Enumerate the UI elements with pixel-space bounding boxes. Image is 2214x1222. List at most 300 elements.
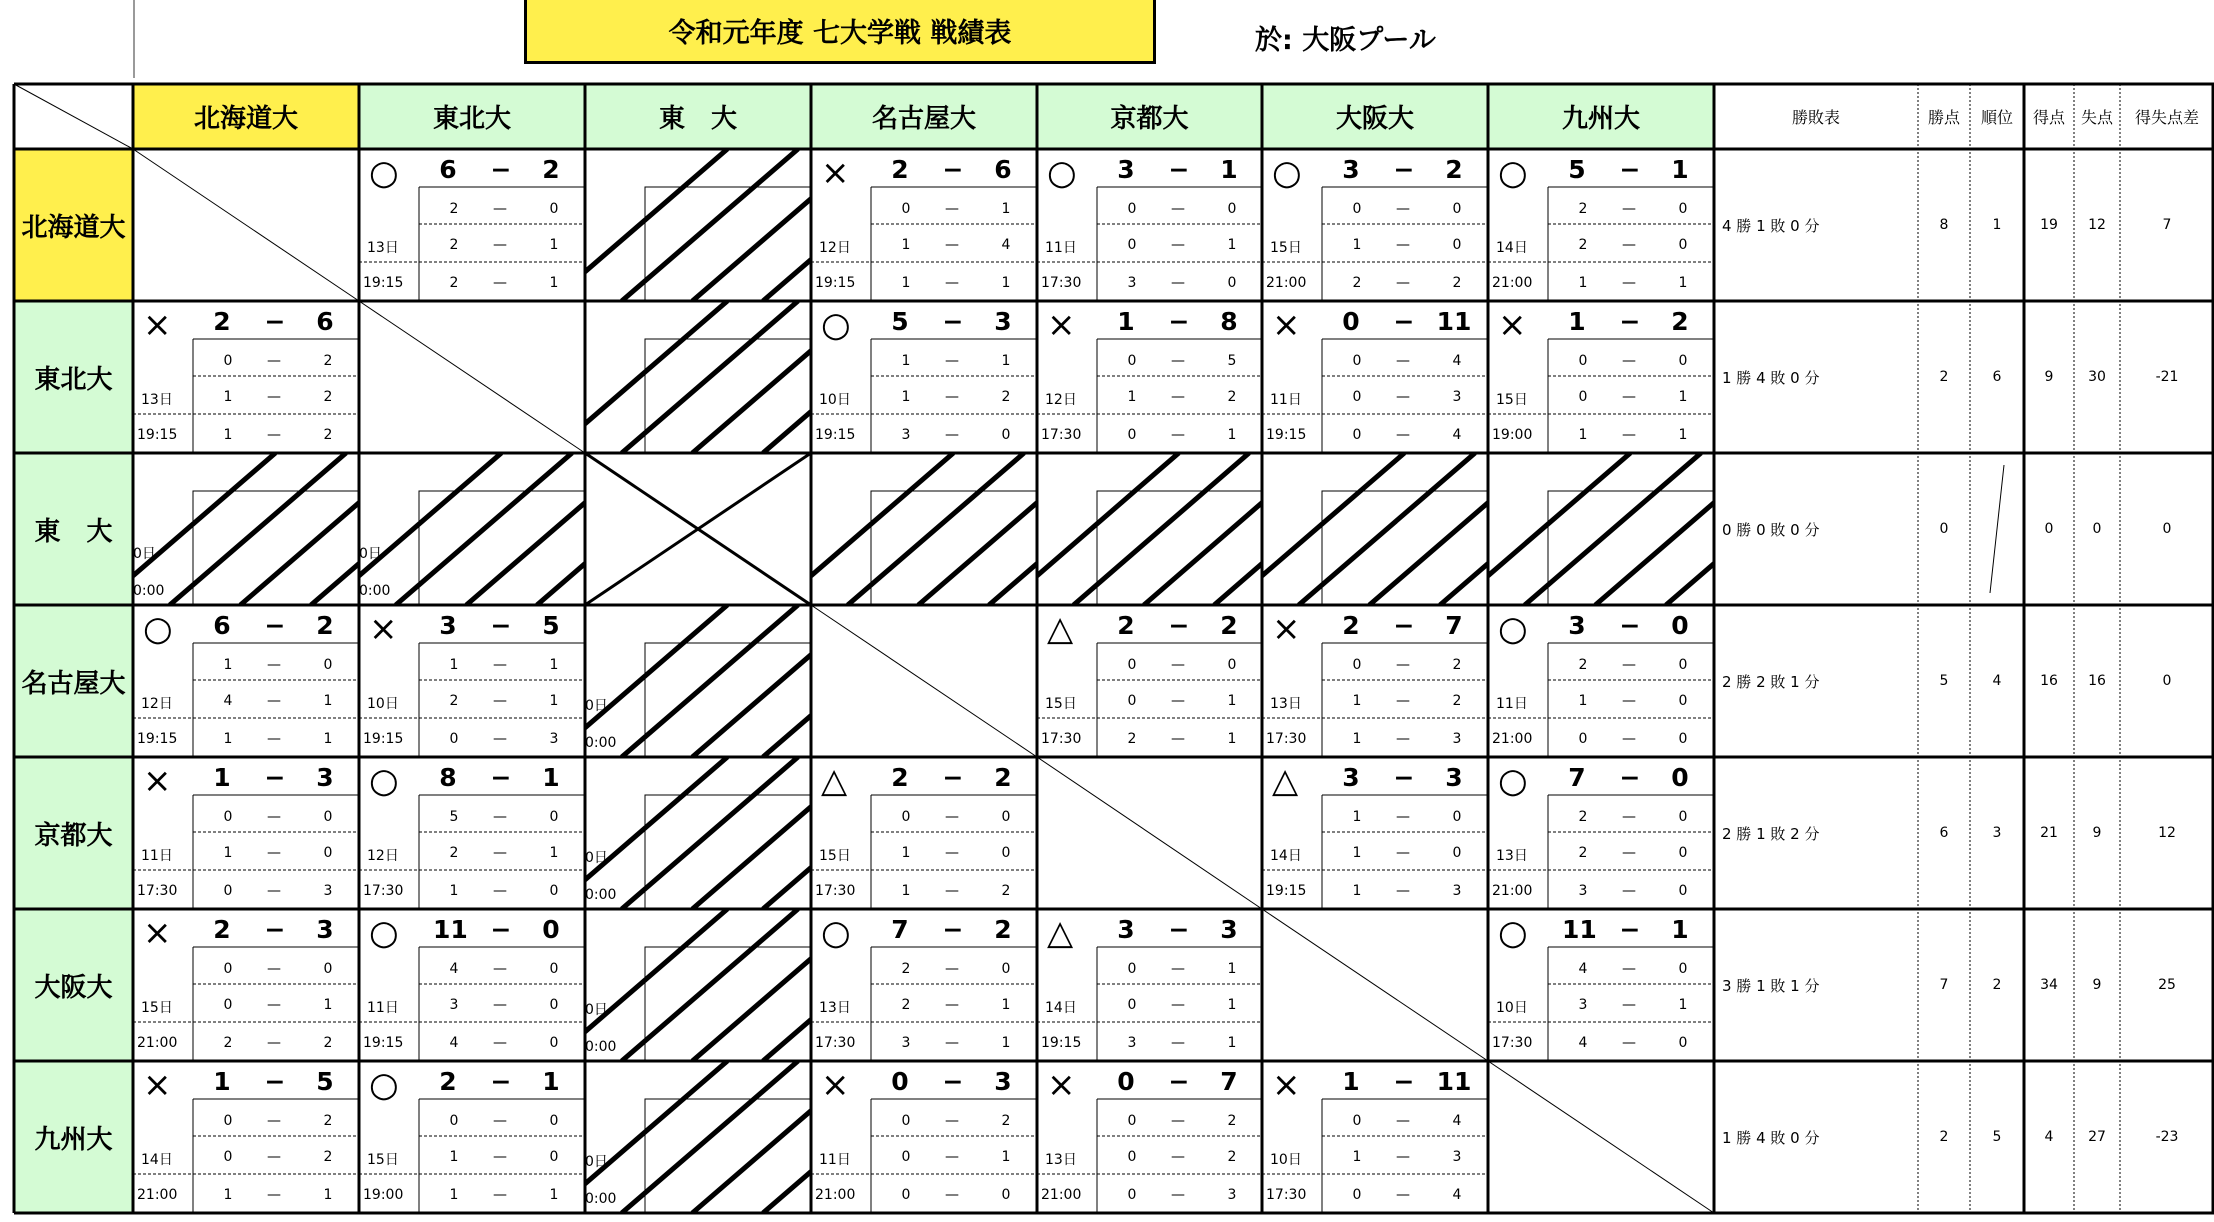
match-day: 12日 — [367, 848, 399, 864]
standing-gd: -21 — [2155, 369, 2179, 385]
match-cell — [811, 301, 1037, 453]
result-mark: ○ — [1272, 153, 1302, 193]
period-opp: 1 — [1678, 275, 1688, 291]
score-opp: 5 — [542, 611, 560, 640]
match-day: 12日 — [141, 696, 173, 712]
score-dash: − — [1168, 1067, 1190, 1096]
match-time: 19:15 — [815, 427, 856, 443]
period-own: 2 — [1127, 731, 1137, 747]
result-mark: × — [143, 761, 172, 801]
standing-rank — [1970, 453, 2024, 605]
period-opp: 1 — [1227, 427, 1237, 443]
match-day: 15日 — [141, 1000, 173, 1016]
result-mark: × — [1272, 609, 1301, 649]
score-opp: 5 — [316, 1067, 334, 1096]
period-own: 1 — [223, 731, 233, 747]
period-score — [1488, 807, 1714, 827]
stat-header-goals_for: 得点 — [2032, 108, 2065, 127]
score-dash: − — [264, 307, 286, 336]
period-own: 0 — [901, 201, 911, 217]
match-time: 17:30 — [1041, 427, 1082, 443]
period-opp: 1 — [323, 1187, 333, 1203]
team-row-header: 大阪大 — [34, 972, 113, 1003]
period-score — [133, 1111, 359, 1131]
standing-gd: 0 — [2162, 521, 2172, 537]
period-opp: 4 — [1452, 1187, 1462, 1203]
score-own: 11 — [433, 915, 468, 944]
score-own: 3 — [1568, 611, 1586, 640]
score-opp: 11 — [1436, 1067, 1472, 1096]
match-day: 15日 — [367, 1152, 399, 1168]
period-dash: — — [493, 845, 507, 861]
score-own: 0 — [891, 1067, 909, 1096]
stat-header-goal_diff: 得失点差 — [2134, 108, 2199, 127]
match-time: 19:15 — [1266, 883, 1307, 899]
period-score — [133, 655, 359, 675]
result-mark: ○ — [1498, 609, 1528, 649]
score-opp: 7 — [1445, 611, 1463, 640]
stat-header-rank: 順位 — [1980, 108, 2013, 127]
score-opp: 0 — [542, 915, 560, 944]
match-day: 13日 — [1270, 696, 1302, 712]
period-own: 0 — [901, 1113, 911, 1129]
match-time: 21:00 — [1266, 275, 1307, 291]
score-dash: − — [264, 763, 286, 792]
team-col-header: 東北大 — [432, 104, 511, 134]
period-dash: — — [945, 1113, 959, 1129]
score-opp: 1 — [1671, 915, 1689, 944]
score-own: 6 — [213, 611, 231, 640]
score-dash: − — [942, 915, 964, 944]
score-own: 2 — [439, 1067, 457, 1096]
period-dash: — — [267, 883, 281, 899]
period-dash: — — [1622, 657, 1636, 673]
score-own: 2 — [891, 763, 909, 792]
match-time: 0:00 — [585, 735, 617, 751]
period-dash: — — [945, 1149, 959, 1165]
period-own: 1 — [1578, 693, 1588, 709]
match-day: 13日 — [367, 240, 399, 256]
match-cell — [359, 1061, 585, 1213]
match-cell — [1037, 149, 1262, 301]
match-time: 0:00 — [359, 583, 391, 599]
period-opp: 1 — [1227, 1035, 1237, 1051]
period-own: 1 — [901, 845, 911, 861]
empty-diagonal — [1037, 757, 1262, 909]
period-own: 1 — [223, 427, 233, 443]
match-day: 0日 — [585, 1002, 608, 1018]
match-day: 0日 — [133, 546, 156, 562]
period-score — [359, 959, 585, 979]
period-dash: — — [267, 427, 281, 443]
score-opp: 2 — [316, 611, 334, 640]
period-own: 0 — [1352, 389, 1362, 405]
period-opp: 1 — [1001, 1149, 1011, 1165]
standing-gf: 34 — [2040, 977, 2058, 993]
period-dash: — — [1396, 275, 1410, 291]
score-dash: − — [942, 1067, 964, 1096]
score-own: 1 — [1342, 1067, 1360, 1096]
match-day: 13日 — [819, 1000, 851, 1016]
period-opp: 0 — [549, 883, 559, 899]
period-dash: — — [1171, 1149, 1185, 1165]
result-mark: × — [1047, 305, 1076, 345]
result-mark: ○ — [1498, 913, 1528, 953]
score-opp: 7 — [1220, 1067, 1238, 1096]
standing-gd: -23 — [2155, 1129, 2179, 1145]
period-dash: — — [267, 997, 281, 1013]
period-opp: 0 — [1678, 693, 1688, 709]
standing-ga: 9 — [2092, 825, 2102, 841]
match-day: 10日 — [1496, 1000, 1528, 1016]
period-own: 0 — [901, 1149, 911, 1165]
match-cell — [133, 1061, 359, 1213]
period-opp: 3 — [1452, 883, 1462, 899]
period-score — [1262, 655, 1488, 675]
period-dash: — — [1171, 353, 1185, 369]
result-mark: × — [821, 1065, 850, 1105]
score-dash: − — [1619, 763, 1641, 792]
result-mark: △ — [821, 761, 848, 801]
period-opp: 5 — [1227, 353, 1237, 369]
period-own: 0 — [1127, 997, 1137, 1013]
match-time: 21:00 — [815, 1187, 856, 1203]
period-opp: 0 — [1678, 845, 1688, 861]
match-cell — [359, 149, 585, 301]
period-own: 1 — [1352, 693, 1362, 709]
match-cell — [1488, 757, 1714, 909]
period-opp: 1 — [1227, 731, 1237, 747]
period-dash: — — [1396, 1149, 1410, 1165]
match-time: 0:00 — [585, 887, 617, 903]
period-score — [1488, 959, 1714, 979]
match-day: 0日 — [585, 850, 608, 866]
match-cell — [1262, 149, 1488, 301]
period-dash: — — [267, 845, 281, 861]
standing-record: 0 勝 0 敗 0 分 — [1722, 520, 1820, 539]
match-time: 17:30 — [1266, 1187, 1307, 1203]
match-time: 17:30 — [1041, 275, 1082, 291]
period-opp: 1 — [549, 845, 559, 861]
period-own: 2 — [449, 275, 459, 291]
score-dash: − — [1619, 155, 1641, 184]
period-dash: — — [1622, 389, 1636, 405]
score-own: 2 — [1117, 611, 1135, 640]
period-opp: 0 — [1227, 275, 1237, 291]
score-dash: − — [1393, 155, 1415, 184]
match-cell — [1488, 149, 1714, 301]
match-cell — [811, 149, 1037, 301]
period-score — [133, 807, 359, 827]
standing-record: 4 勝 1 敗 0 分 — [1722, 216, 1820, 235]
period-score — [811, 1111, 1037, 1131]
score-opp: 3 — [994, 307, 1012, 336]
period-opp: 1 — [1678, 427, 1688, 443]
score-own: 1 — [1117, 307, 1135, 336]
period-own: 0 — [223, 809, 233, 825]
period-dash: — — [945, 883, 959, 899]
period-dash: — — [267, 353, 281, 369]
period-own: 0 — [1578, 731, 1588, 747]
period-own: 3 — [901, 1035, 911, 1051]
match-time: 19:15 — [137, 731, 178, 747]
match-day: 13日 — [1045, 1152, 1077, 1168]
period-dash: — — [1171, 961, 1185, 977]
score-own: 1 — [1568, 307, 1586, 336]
period-opp: 2 — [1227, 1113, 1237, 1129]
period-dash: — — [267, 1113, 281, 1129]
period-opp: 0 — [1227, 657, 1237, 673]
match-time: 17:30 — [815, 883, 856, 899]
match-cell — [1262, 1061, 1488, 1213]
score-dash: − — [1168, 915, 1190, 944]
period-opp: 2 — [323, 427, 333, 443]
score-dash: − — [1619, 307, 1641, 336]
period-own: 2 — [1578, 201, 1588, 217]
match-time: 21:00 — [1492, 731, 1533, 747]
result-mark: × — [1272, 305, 1301, 345]
standing-gf: 21 — [2040, 825, 2058, 841]
period-own: 3 — [1578, 997, 1588, 1013]
match-day: 15日 — [1270, 240, 1302, 256]
match-day: 15日 — [819, 848, 851, 864]
stat-header-record: 勝敗表 — [1791, 108, 1840, 127]
match-time: 19:15 — [1266, 427, 1307, 443]
period-own: 0 — [1127, 961, 1137, 977]
match-time: 19:15 — [363, 275, 404, 291]
match-time: 17:30 — [363, 883, 404, 899]
period-dash: — — [945, 1035, 959, 1051]
standing-gf: 9 — [2044, 369, 2054, 385]
period-own: 4 — [449, 961, 459, 977]
score-opp: 1 — [542, 763, 560, 792]
period-own: 0 — [1578, 389, 1588, 405]
match-day: 0日 — [585, 1154, 608, 1170]
match-time: 21:00 — [1492, 883, 1533, 899]
team-col-header: 北海道大 — [193, 104, 298, 134]
standing-points: 8 — [1939, 217, 1949, 233]
period-own: 1 — [901, 883, 911, 899]
period-own: 0 — [1127, 1113, 1137, 1129]
result-mark: ○ — [369, 913, 399, 953]
period-dash: — — [1396, 1113, 1410, 1129]
period-opp: 1 — [1227, 237, 1237, 253]
period-opp: 0 — [1227, 201, 1237, 217]
match-cell — [811, 1061, 1037, 1213]
score-own: 5 — [891, 307, 909, 336]
period-own: 0 — [223, 353, 233, 369]
score-own: 6 — [439, 155, 457, 184]
score-opp: 6 — [994, 155, 1012, 184]
period-dash: — — [267, 1187, 281, 1203]
period-own: 3 — [1578, 883, 1588, 899]
match-cell — [1037, 605, 1262, 757]
score-dash: − — [490, 611, 512, 640]
result-mark: ○ — [821, 913, 851, 953]
period-dash: — — [1171, 657, 1185, 673]
score-own: 2 — [1342, 611, 1360, 640]
period-opp: 3 — [1452, 389, 1462, 405]
match-time: 17:30 — [1492, 1035, 1533, 1051]
period-dash: — — [493, 237, 507, 253]
match-day: 12日 — [819, 240, 851, 256]
period-opp: 1 — [323, 731, 333, 747]
period-own: 0 — [1127, 237, 1137, 253]
period-dash: — — [1622, 275, 1636, 291]
period-own: 3 — [901, 427, 911, 443]
period-own: 0 — [901, 809, 911, 825]
score-dash: − — [264, 915, 286, 944]
period-dash: — — [1171, 693, 1185, 709]
period-dash: — — [1171, 997, 1185, 1013]
period-opp: 1 — [1678, 997, 1688, 1013]
match-day: 15日 — [1045, 696, 1077, 712]
score-own: 2 — [891, 155, 909, 184]
standing-record: 2 勝 2 敗 1 分 — [1722, 672, 1820, 691]
score-opp: 3 — [316, 915, 334, 944]
period-opp: 1 — [1001, 201, 1011, 217]
match-day: 14日 — [1270, 848, 1302, 864]
stat-header-points: 勝点 — [1927, 108, 1960, 127]
score-own: 7 — [891, 915, 909, 944]
empty-diagonal — [1262, 909, 1488, 1061]
score-opp: 2 — [994, 763, 1012, 792]
standing-record: 3 勝 1 敗 1 分 — [1722, 976, 1820, 995]
period-dash: — — [493, 883, 507, 899]
score-opp: 8 — [1220, 307, 1238, 336]
score-own: 0 — [1117, 1067, 1135, 1096]
score-own: 7 — [1568, 763, 1586, 792]
match-cell — [1262, 757, 1488, 909]
period-dash: — — [493, 1149, 507, 1165]
result-mark: ○ — [369, 761, 399, 801]
period-dash: — — [493, 997, 507, 1013]
match-day: 10日 — [819, 392, 851, 408]
period-score — [359, 807, 585, 827]
score-own: 3 — [439, 611, 457, 640]
period-dash: — — [1396, 201, 1410, 217]
period-score — [811, 959, 1037, 979]
period-opp: 1 — [1001, 353, 1011, 369]
period-opp: 3 — [549, 731, 559, 747]
score-dash: − — [1168, 155, 1190, 184]
period-score — [1262, 807, 1488, 827]
score-dash: − — [490, 915, 512, 944]
empty-diagonal — [133, 149, 359, 301]
period-dash: — — [1622, 997, 1636, 1013]
period-dash: — — [1171, 1113, 1185, 1129]
hatch-pattern — [1003, 453, 1389, 605]
period-score — [1262, 1111, 1488, 1131]
period-own: 4 — [449, 1035, 459, 1051]
period-own: 0 — [223, 961, 233, 977]
period-own: 2 — [1578, 845, 1588, 861]
period-score — [1488, 351, 1714, 371]
period-own: 0 — [223, 997, 233, 1013]
period-own: 1 — [449, 657, 459, 673]
score-dash: − — [942, 763, 964, 792]
match-cell — [1262, 605, 1488, 757]
match-day: 0日 — [585, 698, 608, 714]
score-dash: − — [1393, 611, 1415, 640]
period-own: 2 — [901, 961, 911, 977]
match-time: 17:30 — [1266, 731, 1307, 747]
standing-gf: 4 — [2044, 1129, 2054, 1145]
team-row-header: 京都大 — [34, 820, 113, 851]
period-own: 1 — [1578, 275, 1588, 291]
period-opp: 1 — [549, 657, 559, 673]
period-opp: 2 — [323, 1113, 333, 1129]
standing-ga: 0 — [2092, 521, 2102, 537]
standing-gf: 16 — [2040, 673, 2058, 689]
standing-gf: 0 — [2044, 521, 2054, 537]
period-dash: — — [493, 657, 507, 673]
period-own: 5 — [449, 809, 459, 825]
period-opp: 3 — [1227, 1187, 1237, 1203]
period-own: 1 — [901, 353, 911, 369]
period-own: 1 — [223, 657, 233, 673]
match-time: 21:00 — [137, 1035, 178, 1051]
standing-gd: 12 — [2158, 825, 2176, 841]
result-mark: △ — [1047, 609, 1074, 649]
period-own: 4 — [1578, 1035, 1588, 1051]
period-dash: — — [1171, 1035, 1185, 1051]
period-own: 1 — [901, 389, 911, 405]
match-cell — [1488, 301, 1714, 453]
period-score — [811, 351, 1037, 371]
period-own: 3 — [449, 997, 459, 1013]
match-time: 19:15 — [1041, 1035, 1082, 1051]
period-opp: 2 — [323, 389, 333, 405]
period-dash: — — [945, 961, 959, 977]
period-own: 1 — [1352, 731, 1362, 747]
period-own: 1 — [1352, 1149, 1362, 1165]
match-time: 21:00 — [1492, 275, 1533, 291]
result-mark: × — [369, 609, 398, 649]
period-opp: 0 — [1678, 201, 1688, 217]
period-dash: — — [267, 693, 281, 709]
period-dash: — — [493, 809, 507, 825]
match-day: 0日 — [359, 546, 382, 562]
team-row-header: 九州大 — [34, 1124, 113, 1155]
period-own: 0 — [1578, 353, 1588, 369]
score-own: 2 — [213, 915, 231, 944]
period-dash: — — [1622, 427, 1636, 443]
period-dash: — — [1171, 275, 1185, 291]
period-dash: — — [945, 427, 959, 443]
period-own: 1 — [223, 389, 233, 405]
period-dash: — — [493, 731, 507, 747]
period-own: 1 — [223, 1187, 233, 1203]
period-score — [1037, 199, 1262, 219]
standing-rank: 1 — [1992, 217, 2002, 233]
hatch-pattern — [777, 453, 1165, 605]
result-mark: × — [1498, 305, 1527, 345]
period-dash: — — [945, 237, 959, 253]
period-opp: 1 — [549, 693, 559, 709]
score-dash: − — [942, 307, 964, 336]
match-cell — [133, 605, 359, 757]
score-own: 3 — [1342, 763, 1360, 792]
standing-rank: 3 — [1992, 825, 2002, 841]
period-own: 1 — [1352, 809, 1362, 825]
period-opp: 0 — [1678, 961, 1688, 977]
period-opp: 3 — [323, 883, 333, 899]
match-time: 19:15 — [137, 427, 178, 443]
period-dash: — — [1622, 237, 1636, 253]
period-dash: — — [1396, 731, 1410, 747]
period-opp: 0 — [1678, 237, 1688, 253]
